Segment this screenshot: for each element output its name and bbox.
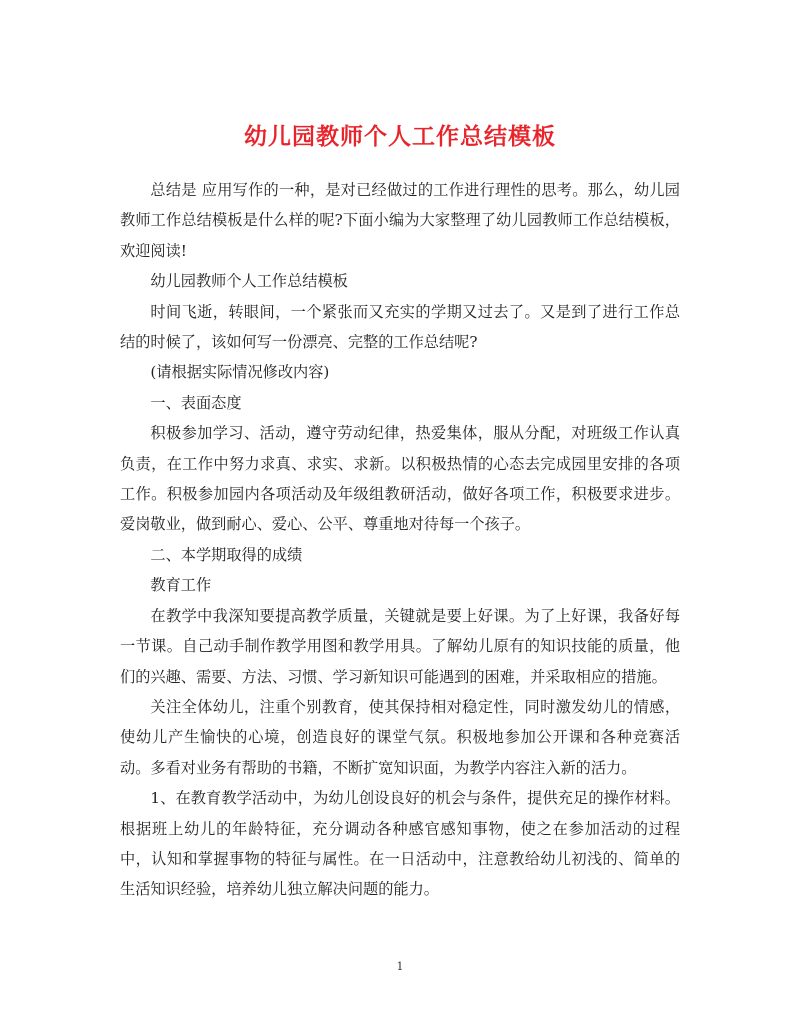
paragraph-item-1: 1、在教育教学活动中，为幼儿创设良好的机会与条件，提供充足的操作材料。根据班上幼儿的年龄特征，充分调动各种感官感知事物，使之在参加活动的过程中，认知和掌握事物的特征与属性。在一日活动中，注意教给幼儿初浅的、简单的生活知识经验，培养幼儿独立解决问题的能力。 [120,789,680,899]
section-heading-achievements: 二、本学期取得的成绩 [150,545,303,564]
document-title: 幼儿园教师个人工作总结模板 [244,123,556,151]
paragraph-intro: 总结是 应用写作的一种，是对已经做过的工作进行理性的思考。那么，幼儿园教师工作总结模板是什么样的呢?下面小编为大家整理了幼儿园教师工作总结模板，欢迎阅读! [120,181,680,260]
section-heading-attitude: 一、表面态度 [150,393,242,412]
paragraph-teaching: 在教学中我深知要提高教学质量，关键就是要上好课。为了上好课，我备好每一节课。自己动手制作教学用图和教学用具。了解幼儿原有的知识技能的质量，他们的兴趣、需要、方法、习惯、学习新知识可能遇到的困难，并采取相应的措施。 [120,606,680,686]
paragraph-note: (请根据实际情况修改内容) [150,363,330,382]
paragraph-attitude: 积极参加学习、活动，遵守劳动纪律，热爱集体，服从分配，对班级工作认真负责，在工作中努力求真、求实、求新。以积极热情的心态去完成园里安排的各项工作。积极参加园内各项活动及年级组教研活动，做好各项工作，积极要求进步。爱岗敬业，做到耐心、爱心、公平、尊重地对待每一个孩子。 [120,424,680,534]
page-number: 1 [396,960,404,973]
paragraph-attention: 关注全体幼儿，注重个别教育，使其保持相对稳定性，同时激发幼儿的情感，使幼儿产生愉快的心境，创造良好的课堂气氛。积极地参加公开课和各种竞赛活动。多看对业务有帮助的书籍，不断扩宽知识面，为教学内容注入新的活力。 [120,697,680,777]
paragraph-opening: 时间飞逝，转眼间，一个紧张而又充实的学期又过去了。又是到了进行工作总结的时候了，该如何写一份漂亮、完整的工作总结呢? [120,302,680,352]
subheading-education-work: 教育工作 [150,576,212,595]
paragraph-subtitle: 幼儿园教师个人工作总结模板 [150,272,348,291]
document-body [120,175,680,905]
